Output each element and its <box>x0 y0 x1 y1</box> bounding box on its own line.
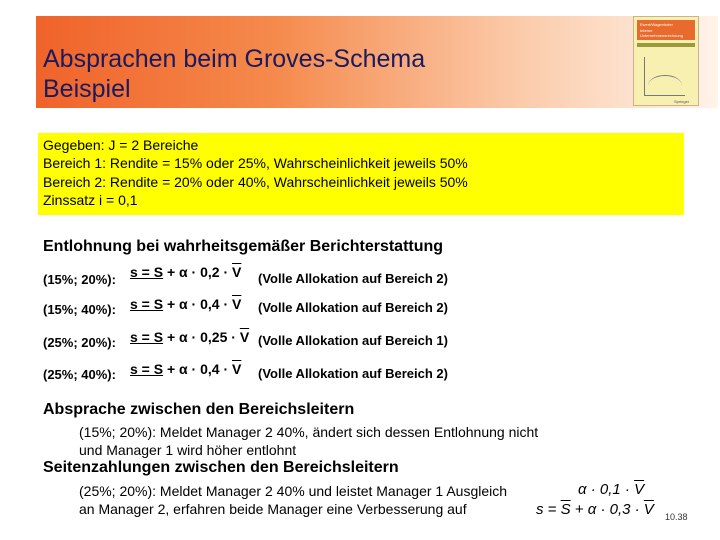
improved-pay-formula: $s = \overline{S} + \alpha \cdot 0,3 \cdot \overline{V}$ <box>536 501 654 518</box>
formula-v: $\overline{V}$ <box>239 329 250 345</box>
formula-coef: 0,2 · <box>200 264 233 280</box>
case-formula <box>130 264 241 280</box>
book-author: Ewert/Wagenhofer <box>640 22 673 27</box>
case-allocation: (Volle Allokation auf Bereich 2) <box>258 300 448 315</box>
formula-op: + α · <box>163 361 201 377</box>
case-formula <box>130 361 241 377</box>
case-allocation: (Volle Allokation auf Bereich 2) <box>258 366 448 381</box>
given-line2: Bereich 1: Rendite = 15% oder 25%, Wahrscheinlichkeit jeweils 50% <box>43 155 468 171</box>
case-label: (15%; 20%): <box>43 272 116 287</box>
formula-v: $\overline{V}$ <box>232 264 242 280</box>
case-label: (25%; 40%): <box>43 367 116 382</box>
section3-heading: Seitenzahlungen zwischen den Bereichsleitern <box>43 459 399 476</box>
given-box <box>38 133 684 215</box>
section3-line2: an Manager 2, erfahren beide Manager eine Verbesserung auf <box>79 501 467 517</box>
slide-title-line2: Beispiel <box>43 75 131 103</box>
slide-title-line1: Absprachen beim Groves-Schema <box>43 45 426 73</box>
formula-op: + α · <box>163 329 201 345</box>
side-payment-formula: $\alpha \cdot 0,1 \cdot \overline{V}$ <box>578 481 645 498</box>
formula-coef: 0,4 · <box>200 296 233 312</box>
formula-coef: 0,25 · <box>200 329 240 345</box>
section2-line2: und Manager 1 wird höher entlohnt <box>79 442 297 458</box>
book-cover-image <box>633 16 699 106</box>
book-title-line1: Interne <box>640 28 653 33</box>
formula-s: s = S <box>130 296 164 312</box>
case-label: (25%; 20%): <box>43 335 116 350</box>
case-allocation: (Volle Allokation auf Bereich 2) <box>258 271 448 286</box>
given-line4: Zinssatz i = 0,1 <box>43 192 138 208</box>
section2-heading: Absprache zwischen den Bereichsleitern <box>43 401 355 418</box>
formula-v: $\overline{V}$ <box>232 296 242 312</box>
formula-op: + α · <box>163 264 201 280</box>
case-label: (15%; 40%): <box>43 302 116 317</box>
formula-s: s = S <box>130 361 164 377</box>
section3-line1: (25%; 20%): Meldet Manager 2 40% und leistet Manager 1 Ausgleich <box>79 483 508 499</box>
case-formula <box>130 329 249 345</box>
book-publisher: Springer <box>674 99 690 104</box>
given-line3: Bereich 2: Rendite = 20% oder 40%, Wahrscheinlichkeit jeweils 50% <box>43 174 468 190</box>
page-number: 10.38 <box>665 512 688 522</box>
section1-heading: Entlohnung bei wahrheitsgemäßer Berichterstattung <box>43 238 444 255</box>
given-line1: Gegeben: J = 2 Bereiche <box>43 137 199 153</box>
formula-s: s = S <box>130 329 164 345</box>
case-formula <box>130 296 241 312</box>
section2-line1: (15%; 20%): Meldet Manager 2 40%, ändert sich dessen Entlohnung nicht <box>79 424 539 440</box>
formula-coef: 0,4 · <box>200 361 233 377</box>
slide-title <box>43 44 425 104</box>
book-title-line2: Unternehmensrechnung <box>640 33 683 38</box>
formula-v: $\overline{V}$ <box>232 361 242 377</box>
book-cover-stripe <box>637 43 695 47</box>
case-allocation: (Volle Allokation auf Bereich 1) <box>258 333 448 348</box>
formula-s: s = S <box>130 264 164 280</box>
book-cover-curve <box>648 75 682 96</box>
formula-op: + α · <box>163 296 201 312</box>
